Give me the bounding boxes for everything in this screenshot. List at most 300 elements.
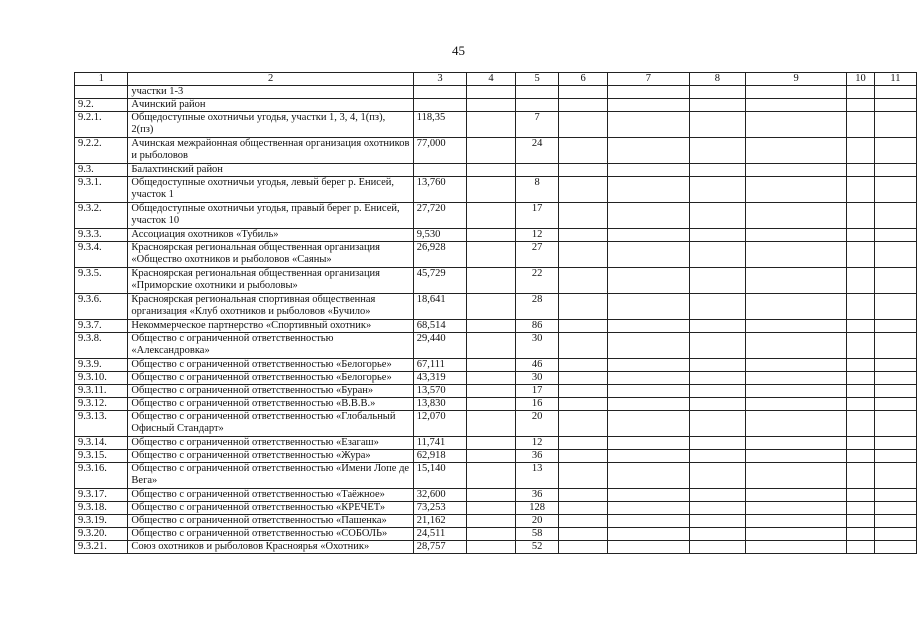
row-number-cell [75,86,128,99]
empty-cell [559,294,608,320]
empty-cell [689,333,746,359]
row-value-cell [413,164,466,177]
empty-cell [746,333,847,359]
row-number-cell: 9.3.2. [75,203,128,229]
empty-cell [559,528,608,541]
row-number-cell: 9.3.5. [75,268,128,294]
column-header: 8 [689,73,746,86]
row-count-cell: 28 [515,294,558,320]
empty-cell [874,372,916,385]
empty-cell [689,450,746,463]
empty-cell [607,229,689,242]
row-number-cell: 9.3.18. [75,502,128,515]
empty-cell [689,359,746,372]
row-value-cell: 18,641 [413,294,466,320]
empty-cell [607,541,689,554]
row-count-cell [515,86,558,99]
empty-cell [847,242,875,268]
empty-cell [607,99,689,112]
empty-cell [746,138,847,164]
empty-cell [689,164,746,177]
empty-cell [559,515,608,528]
empty-cell [746,437,847,450]
row-value-cell [413,99,466,112]
row-count-cell: 58 [515,528,558,541]
empty-cell [467,86,516,99]
empty-cell [607,450,689,463]
row-name-cell: Общество с ограниченной ответственностью «Белогорье» [128,359,413,372]
empty-cell [689,229,746,242]
empty-cell [607,294,689,320]
table-row [75,203,917,229]
row-count-cell: 12 [515,437,558,450]
column-header: 9 [746,73,847,86]
empty-cell [467,229,516,242]
empty-cell [607,515,689,528]
empty-cell [467,398,516,411]
empty-cell [847,411,875,437]
row-value-cell: 11,741 [413,437,466,450]
empty-cell [874,138,916,164]
empty-cell [607,463,689,489]
row-name-cell: Общество с ограниченной ответственностью «СОБОЛЬ» [128,528,413,541]
table-row [75,112,917,138]
empty-cell [689,112,746,138]
empty-cell [874,229,916,242]
empty-cell [467,203,516,229]
empty-cell [689,489,746,502]
row-number-cell: 9.3.11. [75,385,128,398]
empty-cell [874,385,916,398]
empty-cell [689,203,746,229]
table-row [75,437,917,450]
row-value-cell: 62,918 [413,450,466,463]
empty-cell [746,294,847,320]
empty-cell [559,463,608,489]
column-header: 7 [607,73,689,86]
empty-cell [559,437,608,450]
empty-cell [607,268,689,294]
row-count-cell: 12 [515,229,558,242]
table-row [75,463,917,489]
empty-cell [746,528,847,541]
row-value-cell: 77,000 [413,138,466,164]
empty-cell [467,372,516,385]
column-header: 3 [413,73,466,86]
empty-cell [847,229,875,242]
empty-cell [689,463,746,489]
empty-cell [467,177,516,203]
empty-cell [847,164,875,177]
table-row [75,164,917,177]
empty-cell [689,541,746,554]
table-row [75,320,917,333]
table-row [75,177,917,203]
empty-cell [847,450,875,463]
empty-cell [467,294,516,320]
empty-cell [874,320,916,333]
row-count-cell: 20 [515,515,558,528]
row-count-cell: 86 [515,320,558,333]
empty-cell [559,164,608,177]
row-value-cell: 67,111 [413,359,466,372]
empty-cell [874,333,916,359]
empty-cell [607,177,689,203]
empty-cell [874,86,916,99]
table-row [75,294,917,320]
empty-cell [559,450,608,463]
empty-cell [467,528,516,541]
empty-cell [746,398,847,411]
row-count-cell [515,164,558,177]
empty-cell [689,372,746,385]
empty-cell [847,99,875,112]
empty-cell [467,385,516,398]
empty-cell [874,398,916,411]
table-row [75,333,917,359]
empty-cell [746,242,847,268]
empty-cell [559,112,608,138]
empty-cell [559,86,608,99]
row-name-cell: участки 1-3 [128,86,413,99]
row-name-cell: Общество с ограниченной ответственностью «КРЕЧЕТ» [128,502,413,515]
empty-cell [607,411,689,437]
column-header: 1 [75,73,128,86]
empty-cell [607,502,689,515]
empty-cell [874,268,916,294]
table-row [75,515,917,528]
row-name-cell: Красноярская региональная общественная организация «Приморские охотники и рыболовы» [128,268,413,294]
table-row [75,385,917,398]
empty-cell [847,203,875,229]
empty-cell [607,320,689,333]
empty-cell [467,411,516,437]
empty-cell [847,294,875,320]
row-name-cell: Союз охотников и рыболовов Красноярья «Охотник» [128,541,413,554]
row-value-cell: 13,760 [413,177,466,203]
row-number-cell: 9.3.21. [75,541,128,554]
row-name-cell: Общедоступные охотничьи угодья, правый берег р. Енисей, участок 10 [128,203,413,229]
empty-cell [874,502,916,515]
empty-cell [607,242,689,268]
table-row [75,489,917,502]
row-count-cell: 128 [515,502,558,515]
empty-cell [467,515,516,528]
row-number-cell: 9.3.15. [75,450,128,463]
empty-cell [874,528,916,541]
row-number-cell: 9.2. [75,99,128,112]
table-row [75,99,917,112]
row-name-cell: Ачинская межрайонная общественная организация охотников и рыболовов [128,138,413,164]
empty-cell [874,515,916,528]
empty-cell [847,359,875,372]
empty-cell [607,398,689,411]
empty-cell [746,489,847,502]
empty-cell [847,268,875,294]
row-count-cell: 7 [515,112,558,138]
empty-cell [874,463,916,489]
row-name-cell: Ассоциация охотников «Тубиль» [128,229,413,242]
row-count-cell: 30 [515,333,558,359]
empty-cell [746,515,847,528]
empty-cell [559,268,608,294]
empty-cell [746,359,847,372]
empty-cell [467,242,516,268]
empty-cell [607,164,689,177]
empty-cell [559,372,608,385]
empty-cell [746,450,847,463]
empty-cell [746,177,847,203]
column-header: 4 [467,73,516,86]
row-value-cell: 28,757 [413,541,466,554]
table-row [75,138,917,164]
empty-cell [874,177,916,203]
empty-cell [559,229,608,242]
table-row [75,450,917,463]
row-value-cell: 32,600 [413,489,466,502]
empty-cell [874,541,916,554]
column-header: 10 [847,73,875,86]
empty-cell [607,138,689,164]
row-number-cell: 9.3.4. [75,242,128,268]
row-number-cell: 9.3.9. [75,359,128,372]
empty-cell [689,268,746,294]
empty-cell [847,333,875,359]
row-number-cell: 9.3.1. [75,177,128,203]
table-row [75,229,917,242]
empty-cell [559,359,608,372]
empty-cell [874,99,916,112]
empty-cell [467,138,516,164]
row-value-cell: 73,253 [413,502,466,515]
row-value-cell: 68,514 [413,320,466,333]
row-number-cell: 9.3.12. [75,398,128,411]
row-name-cell: Общество с ограниченной ответственностью «Александровка» [128,333,413,359]
row-count-cell: 22 [515,268,558,294]
empty-cell [746,541,847,554]
empty-cell [874,112,916,138]
row-name-cell: Общество с ограниченной ответственностью «Таёжное» [128,489,413,502]
empty-cell [874,359,916,372]
row-count-cell: 8 [515,177,558,203]
table-row [75,502,917,515]
table-row [75,242,917,268]
table-row [75,268,917,294]
empty-cell [874,242,916,268]
row-number-cell: 9.3.17. [75,489,128,502]
empty-cell [874,164,916,177]
empty-cell [847,320,875,333]
row-count-cell: 27 [515,242,558,268]
empty-cell [746,385,847,398]
empty-cell [607,385,689,398]
row-value-cell: 29,440 [413,333,466,359]
row-name-cell: Общедоступные охотничьи угодья, участки 1, 3, 4, 1(пз), 2(пз) [128,112,413,138]
empty-cell [467,320,516,333]
row-value-cell: 27,720 [413,203,466,229]
page-number: 45 [452,43,465,58]
empty-cell [847,489,875,502]
empty-cell [559,99,608,112]
empty-cell [746,502,847,515]
row-number-cell: 9.3.13. [75,411,128,437]
empty-cell [689,242,746,268]
empty-cell [746,268,847,294]
empty-cell [607,203,689,229]
empty-cell [559,177,608,203]
empty-cell [746,203,847,229]
empty-cell [847,372,875,385]
empty-cell [847,385,875,398]
empty-cell [467,333,516,359]
row-count-cell [515,99,558,112]
row-value-cell: 9,530 [413,229,466,242]
row-name-cell: Общество с ограниченной ответственностью «Белогорье» [128,372,413,385]
empty-cell [689,528,746,541]
column-header: 6 [559,73,608,86]
empty-cell [746,411,847,437]
empty-cell [689,411,746,437]
empty-cell [847,86,875,99]
empty-cell [746,99,847,112]
empty-cell [559,489,608,502]
empty-cell [746,372,847,385]
row-value-cell: 26,928 [413,242,466,268]
empty-cell [607,112,689,138]
empty-cell [607,333,689,359]
column-header: 2 [128,73,413,86]
row-name-cell: Общество с ограниченной ответственностью «Имени Лопе де Вега» [128,463,413,489]
empty-cell [847,138,875,164]
empty-cell [847,112,875,138]
empty-cell [689,177,746,203]
row-name-cell: Общество с ограниченной ответственностью «Жура» [128,450,413,463]
row-name-cell: Красноярская региональная общественная организация «Общество охотников и рыболовов «Саяны» [128,242,413,268]
empty-cell [746,112,847,138]
table-row [75,528,917,541]
empty-cell [467,463,516,489]
row-value-cell: 13,830 [413,398,466,411]
row-count-cell: 30 [515,372,558,385]
row-name-cell: Общество с ограниченной ответственностью «В.В.В.» [128,398,413,411]
empty-cell [467,359,516,372]
row-number-cell: 9.3.16. [75,463,128,489]
row-number-cell: 9.2.2. [75,138,128,164]
empty-cell [746,86,847,99]
empty-cell [559,502,608,515]
row-count-cell: 36 [515,489,558,502]
row-count-cell: 46 [515,359,558,372]
row-count-cell: 20 [515,411,558,437]
column-header: 11 [874,73,916,86]
empty-cell [689,437,746,450]
empty-cell [559,320,608,333]
empty-cell [689,502,746,515]
empty-cell [689,294,746,320]
row-number-cell: 9.3.14. [75,437,128,450]
empty-cell [467,541,516,554]
empty-cell [874,411,916,437]
empty-cell [847,541,875,554]
row-number-cell: 9.3.20. [75,528,128,541]
empty-cell [689,515,746,528]
empty-cell [467,437,516,450]
empty-cell [847,463,875,489]
row-name-cell: Общество с ограниченной ответственностью «Езагаш» [128,437,413,450]
empty-cell [847,398,875,411]
empty-cell [467,450,516,463]
empty-cell [607,372,689,385]
empty-cell [746,164,847,177]
table-body [75,86,917,554]
row-value-cell: 45,729 [413,268,466,294]
empty-cell [847,515,875,528]
empty-cell [847,502,875,515]
empty-cell [689,320,746,333]
empty-cell [689,138,746,164]
empty-cell [689,99,746,112]
row-count-cell: 24 [515,138,558,164]
empty-cell [467,489,516,502]
row-count-cell: 36 [515,450,558,463]
row-value-cell: 15,140 [413,463,466,489]
empty-cell [467,99,516,112]
empty-cell [607,528,689,541]
column-header: 5 [515,73,558,86]
row-number-cell: 9.3. [75,164,128,177]
row-name-cell: Ачинский район [128,99,413,112]
row-name-cell: Некоммерческое партнерство «Спортивный охотник» [128,320,413,333]
data-table [74,72,917,554]
empty-cell [607,359,689,372]
table-row [75,372,917,385]
empty-cell [746,320,847,333]
empty-cell [847,437,875,450]
empty-cell [874,437,916,450]
row-number-cell: 9.3.3. [75,229,128,242]
row-number-cell: 9.3.8. [75,333,128,359]
empty-cell [689,385,746,398]
empty-cell [689,86,746,99]
empty-cell [874,294,916,320]
empty-cell [874,489,916,502]
empty-cell [874,450,916,463]
row-number-cell: 9.3.7. [75,320,128,333]
empty-cell [689,398,746,411]
empty-cell [607,86,689,99]
table-row [75,541,917,554]
row-number-cell: 9.3.10. [75,372,128,385]
row-name-cell: Балахтинский район [128,164,413,177]
empty-cell [559,242,608,268]
row-number-cell: 9.2.1. [75,112,128,138]
empty-cell [559,385,608,398]
empty-cell [847,528,875,541]
empty-cell [467,268,516,294]
row-count-cell: 17 [515,203,558,229]
row-name-cell: Общедоступные охотничьи угодья, левый берег р. Енисей, участок 1 [128,177,413,203]
row-name-cell: Общество с ограниченной ответственностью «Глобальный Офисный Стандарт» [128,411,413,437]
header-row [75,73,917,86]
empty-cell [607,437,689,450]
row-value-cell: 118,35 [413,112,466,138]
row-count-cell: 13 [515,463,558,489]
empty-cell [559,541,608,554]
table-row [75,359,917,372]
empty-cell [467,502,516,515]
row-count-cell: 52 [515,541,558,554]
row-value-cell: 13,570 [413,385,466,398]
